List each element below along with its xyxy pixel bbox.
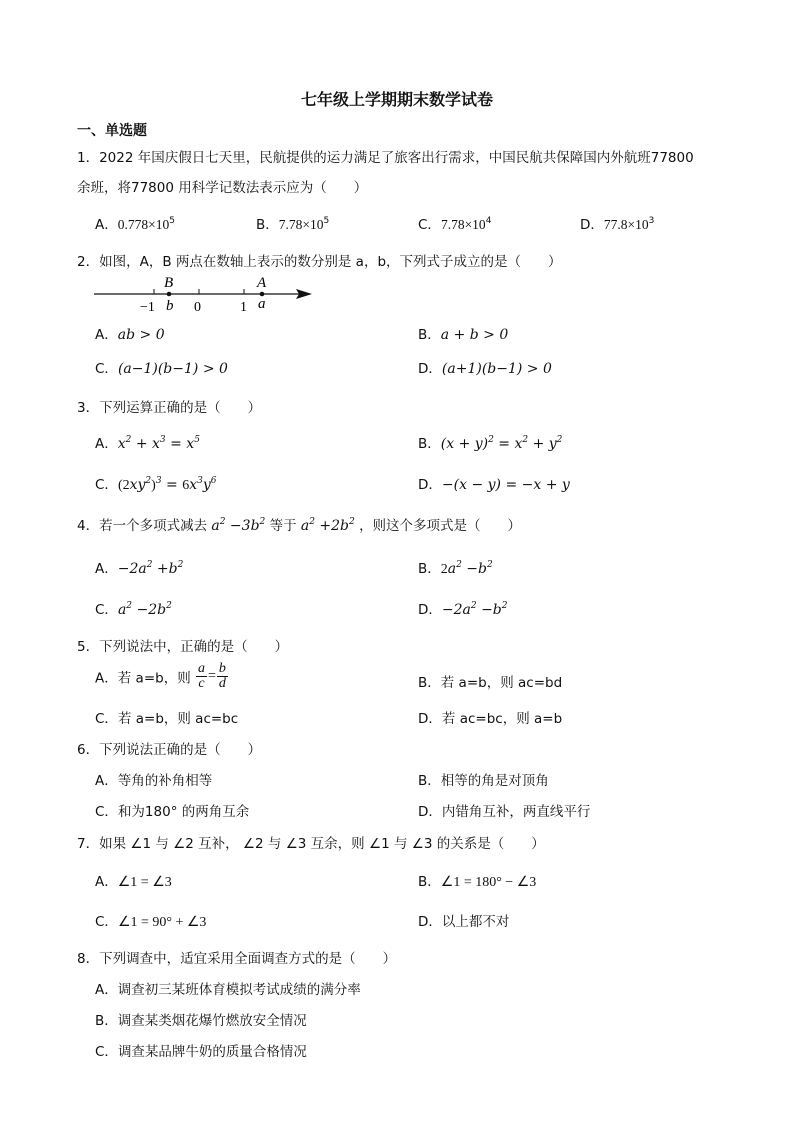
option-label: B． (418, 675, 441, 691)
q2-option-d[interactable] (418, 357, 552, 377)
option-label: A． (95, 217, 118, 233)
q3-option-d[interactable] (418, 473, 570, 493)
option-label: A． (95, 561, 118, 577)
page-title: 七年级上学期期末数学试卷 (300, 90, 493, 109)
option-exponent: 5 (169, 216, 175, 226)
option-label: A． (95, 327, 118, 343)
option-label: A． (95, 773, 118, 789)
q3-stem: 3．下列运算正确的是（ ） (77, 400, 262, 416)
option-label: B． (418, 773, 441, 789)
option-expr: $x^2 + x^3 = x^5$ (117, 435, 200, 452)
option-text: 调查初三某班体育模拟考试成绩的满分率 (117, 982, 361, 998)
option-label: D． (418, 602, 442, 618)
q4-option-c[interactable] (95, 598, 172, 618)
q4-option-d[interactable] (418, 598, 508, 618)
option-expr: $-2a^2 -b^2$ (441, 601, 508, 618)
number-line-figure (92, 273, 314, 315)
option-label: A． (95, 874, 118, 890)
stem-prefix: 4．若一个多项式减去 (77, 518, 208, 534)
option-label: B． (95, 1013, 118, 1029)
stem-expr-1: $a^2 -3b^2$ (211, 517, 266, 534)
q2-option-c[interactable] (95, 357, 228, 377)
q3-option-b[interactable] (418, 432, 562, 452)
option-text: 等角的补角相等 (117, 773, 213, 789)
q1-stem-line2: 余班，将77800 用科学记数法表示应为（ ） (77, 180, 368, 196)
option-text: 若 ac=bc，则 a=b (441, 711, 563, 727)
option-exponent: 5 (323, 216, 330, 226)
option-expr: $-2a^2 +b^2$ (117, 560, 184, 577)
option-text: 调查某类烟花爆竹燃放安全情况 (117, 1013, 307, 1029)
q1-option-c[interactable] (418, 213, 491, 233)
fraction-a-over-c: $\frac{a}{c}$ (198, 661, 205, 691)
option-label: C． (95, 602, 118, 618)
option-exponent: 4 (485, 216, 492, 226)
option-expr: −(x − y) = −x + y (441, 477, 570, 493)
stem-expr-2: $a^2 +2b^2$ (300, 517, 355, 534)
q7-option-a[interactable] (95, 870, 172, 891)
option-expr: $(x + y)^2 = x^2 + y^2$ (440, 435, 563, 452)
q8-option-b[interactable] (95, 1009, 307, 1029)
q5-option-d[interactable] (418, 707, 562, 727)
option-label: A． (95, 982, 118, 998)
tick-label-neg1: −1 (140, 300, 155, 315)
option-label: C． (95, 914, 118, 930)
q5-option-b[interactable] (418, 671, 562, 691)
fraction-b-over-d: $\frac{b}{d}$ (218, 661, 226, 691)
q5-option-a[interactable]: A．若 a=b，则 $\frac{a}{c}$ = $\frac{b}{d}$ (95, 661, 226, 691)
q3-option-c[interactable] (95, 473, 217, 494)
q6-stem: 6．下列说法正确的是（ ） (77, 742, 262, 758)
option-expr: a + b > 0 (440, 327, 509, 343)
q4-option-b[interactable] (418, 557, 493, 578)
option-label: D． (580, 217, 604, 233)
option-expr: (a−1)(b−1) > 0 (117, 361, 228, 377)
option-text: 内错角互补，两直线平行 (441, 804, 591, 820)
q7-option-c[interactable] (95, 910, 206, 931)
q1-option-b[interactable] (256, 213, 329, 233)
q6-option-b[interactable] (418, 769, 549, 789)
option-value: 77.8×10 (603, 217, 649, 232)
q4-stem (77, 514, 521, 534)
q8-option-a[interactable] (95, 978, 361, 998)
option-label: A． (95, 436, 118, 452)
option-label: C． (95, 1044, 118, 1060)
var-a-label: a (258, 296, 266, 312)
option-expr: $2a^2 -b^2$ (440, 560, 493, 577)
point-a-label: A (257, 275, 267, 291)
q1-stem-line1: 1．2022 年国庆假日七天里，民航提供的运力满足了旅客出行需求，中国民航共保障国内外航班77800 (77, 150, 694, 166)
stem-suffix: ，则这个多项式是（ ） (359, 518, 522, 534)
option-expr: $(2xy^2)^3 = 6x^3y^6$ (117, 476, 217, 493)
q1-option-a[interactable] (95, 213, 175, 233)
section-heading: 一、单选题 (77, 123, 147, 139)
option-label: C． (95, 361, 118, 377)
option-expr: $a^2 -2b^2$ (117, 601, 172, 618)
stem-mid: 等于 (269, 518, 297, 534)
tick-label-1: 1 (240, 300, 247, 315)
option-label: C． (418, 217, 441, 233)
q8-option-c[interactable] (95, 1040, 307, 1060)
option-label: C． (95, 477, 118, 493)
q8-stem: 8．下列调查中，适宜采用全面调查方式的是（ ） (77, 951, 397, 967)
q6-option-a[interactable] (95, 769, 212, 789)
option-label: A． (95, 670, 118, 687)
q5-stem: 5．下列说法中，正确的是（ ） (77, 639, 289, 655)
q7-option-b[interactable] (418, 870, 536, 891)
option-text: 若 a=b，则 ac=bd (440, 675, 563, 691)
option-exponent: 3 (648, 216, 655, 226)
option-expr: ab > 0 (117, 327, 165, 343)
tick-label-0: 0 (194, 300, 201, 315)
option-value: 7.78×10 (278, 217, 324, 232)
q2-stem: 2．如图，A，B 两点在数轴上表示的数分别是 a，b，下列式子成立的是（ ） (77, 254, 562, 270)
option-expr: ∠1 = 180° − ∠3 (440, 875, 537, 890)
var-b-label: b (166, 298, 174, 314)
option-expr: ∠1 = ∠3 (117, 875, 172, 890)
option-label: D． (418, 711, 442, 727)
option-value: 0.778×10 (117, 217, 170, 232)
option-label: B． (418, 436, 441, 452)
q7-option-d[interactable] (418, 910, 509, 930)
point-b-label: B (164, 275, 174, 291)
option-label: C． (95, 804, 118, 820)
option-label: B． (256, 217, 279, 233)
option-text: 和为180° 的两角互余 (117, 804, 250, 820)
option-text: 若 a=b，则 ac=bc (117, 711, 239, 727)
q2-option-b[interactable] (418, 323, 508, 343)
point-b-dot (167, 292, 172, 297)
option-label: B． (418, 874, 441, 890)
option-text: 相等的角是对顶角 (440, 773, 549, 789)
q6-option-c[interactable] (95, 800, 249, 820)
option-text: 以上都不对 (441, 914, 510, 930)
option-label: D． (418, 804, 442, 820)
option-value: 7.78×10 (440, 217, 486, 232)
q4-option-a[interactable] (95, 557, 183, 577)
q3-option-a[interactable] (95, 432, 200, 452)
option-expr: ∠1 = 90° + ∠3 (117, 915, 207, 930)
q6-option-d[interactable] (418, 800, 590, 820)
q5-option-c[interactable] (95, 707, 238, 727)
option-label: D． (418, 361, 442, 377)
q2-option-a[interactable] (95, 323, 165, 343)
option-expr: (a+1)(b−1) > 0 (441, 361, 552, 377)
option-label: D． (418, 477, 442, 493)
option-text: 调查某品牌牛奶的质量合格情况 (117, 1044, 307, 1060)
option-label: D． (418, 914, 442, 930)
option-label: B． (418, 327, 441, 343)
q1-option-d[interactable] (580, 213, 654, 233)
q7-stem: 7．如果 ∠1 与 ∠2 互补， ∠2 与 ∠3 互余，则 ∠1 与 ∠3 的关系是（ ） (77, 836, 545, 852)
option-label: C． (95, 711, 118, 727)
option-label: B． (418, 561, 441, 577)
option-text: 若 a=b，则 (117, 670, 191, 687)
